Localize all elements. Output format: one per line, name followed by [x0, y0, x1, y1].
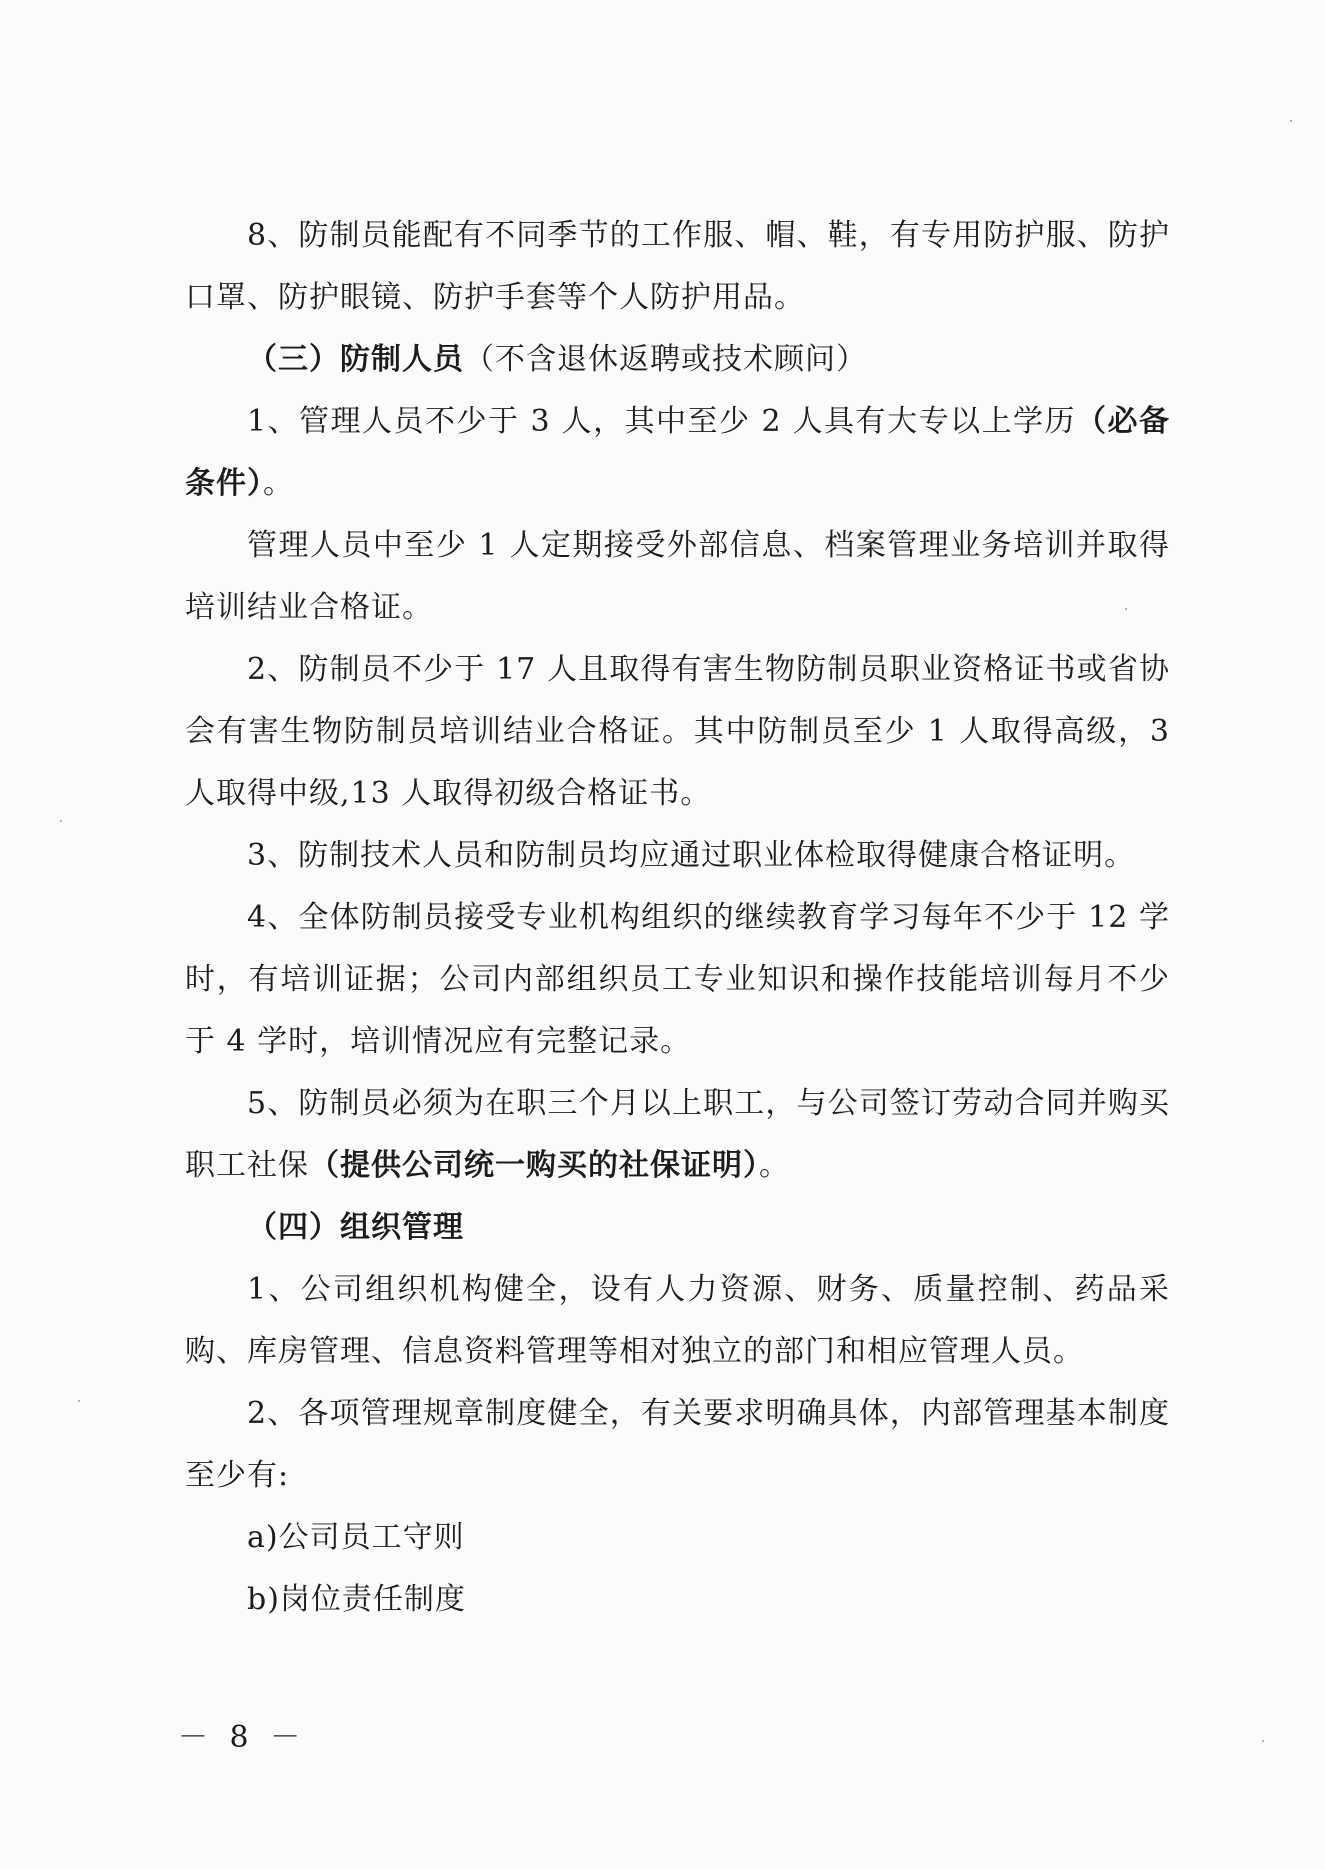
- section-heading-organization-title: （四）组织管理: [247, 1210, 464, 1245]
- section-heading-organization: [185, 1197, 1170, 1259]
- section-heading-personnel-note: （不含退休返聘或技术顾问）: [464, 342, 867, 377]
- paragraph-management-rules: 2、各项管理规章制度健全，有关要求明确具体，内部管理基本制度至少有:: [185, 1396, 1170, 1493]
- paragraph-management-staff-end: 。: [263, 466, 294, 501]
- paragraph-employment-insurance-end: 。: [759, 1148, 790, 1183]
- paragraph-protective-equipment: 8、防制员能配有不同季节的工作服、帽、鞋，有专用防护服、防护口罩、防护眼镜、防护手套等个人防护用品。: [185, 218, 1170, 315]
- scan-speck: [1262, 1740, 1264, 1742]
- section-heading-personnel-title: （三）防制人员: [247, 342, 464, 377]
- paragraph-employment-insurance: [185, 1073, 1170, 1197]
- paragraph-employment-insurance-text: 5、防制员必须为在职三个月以上职工，与公司签订劳动合同并购买职工社保: [185, 1086, 1170, 1183]
- list-item-job-responsibility: b)岗位责任制度: [247, 1582, 466, 1617]
- paragraph-management-training: 管理人员中至少 1 人定期接受外部信息、档案管理业务培训并取得培训结业合格证。: [185, 528, 1170, 625]
- scan-speck: [1290, 120, 1292, 122]
- scan-speck: [1125, 608, 1127, 610]
- section-heading-personnel: [185, 329, 1170, 391]
- list-item-employee-code: a)公司员工守则: [247, 1520, 465, 1555]
- paragraph-management-staff-required: （必备条件）: [185, 404, 1171, 501]
- paragraph-health-check: 3、防制技术人员和防制员均应通过职业体检取得健康合格证明。: [247, 838, 1136, 873]
- paragraph-pest-control-staff: 2、防制员不少于 17 人且取得有害生物防制员职业资格证书或省协会有害生物防制员培训结业合格证。其中防制员至少 1 人取得高级，3 人取得中级,13 人取得初级合格证书。: [185, 652, 1170, 811]
- paragraph-employment-insurance-proof: （提供公司统一购买的社保证明）: [309, 1148, 759, 1183]
- paragraph-continuing-education: 4、全体防制员接受专业机构组织的继续教育学习每年不少于 12 学时，有培训证据；公司内部组织员工专业知识和操作技能培训每月不少于 4 学时，培训情况应有完整记录。: [185, 900, 1170, 1059]
- paragraph-org-structure: 1、公司组织机构健全，设有人力资源、财务、质量控制、药品采购、库房管理、信息资料管理等相对独立的部门和相应管理人员。: [185, 1272, 1170, 1369]
- scan-speck: [78, 1400, 80, 1402]
- paragraph-management-staff: [185, 391, 1170, 515]
- page-number: － 8 －: [178, 1720, 307, 1755]
- scan-speck: [60, 820, 62, 822]
- paragraph-management-staff-text: 1、管理人员不少于 3 人，其中至少 2 人具有大专以上学历: [247, 404, 1077, 439]
- document-body: [185, 205, 1170, 1631]
